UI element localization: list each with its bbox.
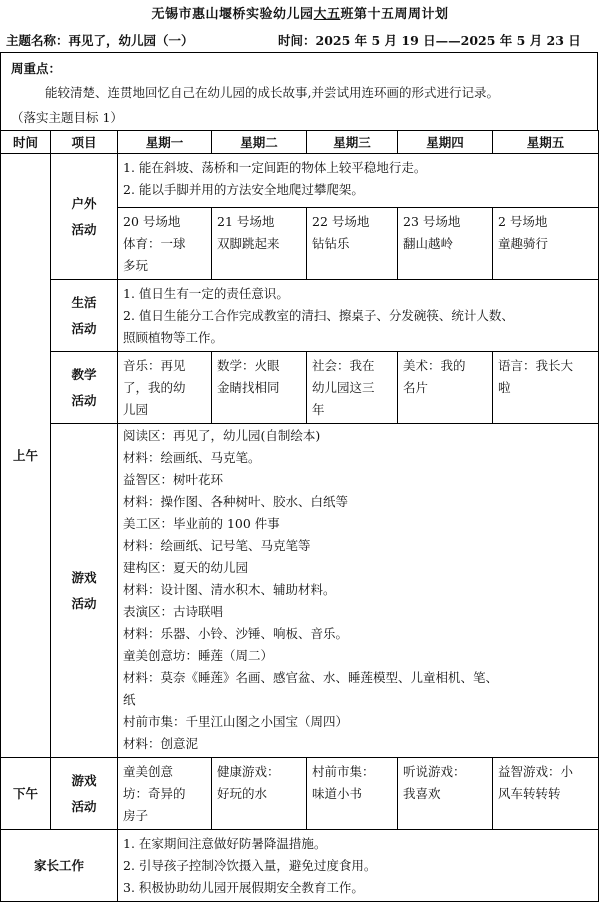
teaching-mon: 音乐：再见 了，我的幼 儿园 [118, 352, 212, 424]
pm-wed: 村前市集： 味道小书 [307, 758, 398, 830]
teaching-thu: 美术：我的 名片 [398, 352, 493, 424]
games-label: 游戏 活动 [51, 424, 118, 758]
outdoor-fri: 2 号场地 童趣骑行 [493, 208, 599, 280]
games-content: 阅读区：再见了，幼儿园(自制绘本) 材料：绘画纸、马克笔。 益智区：树叶花环 材料：操作图、各种树叶、胶水、白纸等 美工区：毕业前的 100 件事 材料：绘画纸、记号笔、马克笔等 建构区：夏天的幼儿园 材料：设计图、清水积木、辅助材料。 表演区：古诗联唱 材料：乐器、小铃、沙锤、响板、音乐。 童美创意坊：睡莲（周二） 材料：莫奈《睡莲》名画、感官盆、水、睡莲模型、儿童相机、笔、 纸 村前市集：千里江山图之小国宝（周四） 材料：创意泥 [118, 424, 599, 758]
teaching-fri: 语言：我长大 啦 [493, 352, 599, 424]
morning-label: 上午 [1, 154, 51, 758]
parents-label: 家长工作 [1, 830, 118, 902]
pm-fri: 益智游戏：小 风车转转转 [493, 758, 599, 830]
pm-mon: 童美创意 坊：奇异的 房子 [118, 758, 212, 830]
outdoor-wed: 22 号场地 钻钻乐 [307, 208, 398, 280]
outdoor-tue: 21 号场地 双脚跳起来 [212, 208, 307, 280]
outdoor-goals: 1. 能在斜坡、荡桥和一定间距的物体上较平稳地行走。 2. 能以手脚并用的方法安全地爬过攀爬架。 [118, 154, 599, 208]
page-title: 无锡市惠山堰桥实验幼儿园大五班第十五周周计划 [151, 7, 449, 22]
focus-heading: 周重点： [11, 61, 62, 76]
theme-value: 再见了，幼儿园（一） [68, 33, 194, 48]
header-wed: 星期三 [307, 131, 398, 154]
life-goals: 1. 值日生有一定的责任意识。 2. 值日生能分工合作完成教室的清扫、擦桌子、分发碗筷、统计人数、 照顾植物等工作。 [118, 280, 599, 352]
focus-line: 能较清楚、连贯地回忆自己在幼儿园的成长故事,并尝试用连环画的形式进行记录。 [45, 85, 499, 100]
focus-target: （落实主题目标 1） [11, 110, 123, 125]
teaching-tue: 数学：火眼 金睛找相同 [212, 352, 307, 424]
pm-tue: 健康游戏： 好玩的水 [212, 758, 307, 830]
outdoor-mon: 20 号场地 体育：一球 多玩 [118, 208, 212, 280]
header-tue: 星期二 [212, 131, 307, 154]
time-range: 时间：2025 年 5 月 19 日——2025 年 5 月 23 日 [278, 33, 581, 48]
header-mon: 星期一 [118, 131, 212, 154]
class-name: 大五 [313, 7, 341, 22]
outdoor-label: 户外 活动 [51, 154, 118, 280]
teaching-label: 教学 活动 [51, 352, 118, 424]
pm-games-label: 游戏 活动 [51, 758, 118, 830]
life-label: 生活 活动 [51, 280, 118, 352]
theme-time-line [6, 31, 596, 49]
week-focus [0, 52, 598, 130]
afternoon-label: 下午 [1, 758, 51, 830]
outdoor-thu: 23 号场地 翻山越岭 [398, 208, 493, 280]
header-item: 项目 [51, 131, 118, 154]
pm-thu: 听说游戏： 我喜欢 [398, 758, 493, 830]
header-fri: 星期五 [493, 131, 599, 154]
teaching-wed: 社会：我在 幼儿园这三 年 [307, 352, 398, 424]
header-thu: 星期四 [398, 131, 493, 154]
header-time: 时间 [1, 131, 51, 154]
parents-content: 1. 在家期间注意做好防暑降温措施。 2. 引导孩子控制冷饮摄入量，避免过度食用。 3. 积极协助幼儿园开展假期安全教育工作。 [118, 830, 599, 902]
theme-label: 主题名称： [6, 33, 69, 48]
plan-table [0, 130, 599, 902]
